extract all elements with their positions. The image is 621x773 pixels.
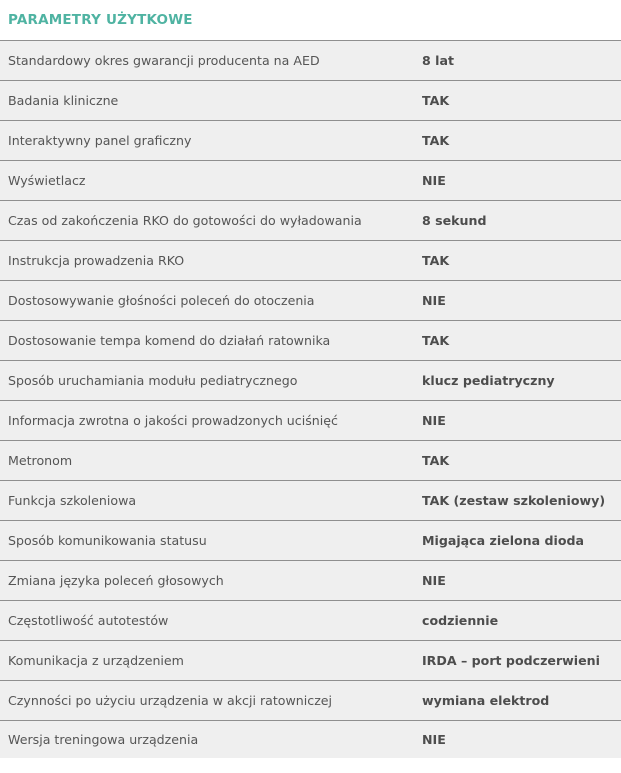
row-label: Częstotliwość autotestów — [8, 613, 169, 628]
row-label: Wyświetlacz — [8, 173, 86, 188]
row-value: NIE — [422, 413, 446, 428]
row-label: Badania kliniczne — [8, 93, 119, 108]
row-value: NIE — [422, 293, 446, 308]
table-row — [0, 441, 621, 481]
row-label: Komunikacja z urządzeniem — [8, 653, 184, 668]
table-row — [0, 281, 621, 321]
row-value: NIE — [422, 732, 446, 747]
row-value: klucz pediatryczny — [422, 373, 555, 388]
row-label: Informacja zwrotna o jakości prowadzonych uciśnięć — [8, 413, 338, 428]
table-row — [0, 561, 621, 601]
row-label: Metronom — [8, 453, 73, 468]
row-value: TAK — [422, 93, 450, 108]
row-label: Czas od zakończenia RKO do gotowości do wyładowania — [8, 213, 362, 228]
table-row — [0, 81, 621, 121]
table-row — [0, 601, 621, 641]
table-row — [0, 681, 621, 721]
table-row — [0, 321, 621, 361]
row-value: NIE — [422, 173, 446, 188]
table-row — [0, 721, 621, 758]
row-value: IRDA – port podczerwieni — [422, 653, 600, 668]
section-title: PARAMETRY UŻYTKOWE — [0, 0, 621, 40]
row-label: Dostosowanie tempa komend do działań ratownika — [8, 333, 331, 348]
row-label: Sposób uruchamiania modułu pediatrycznego — [8, 373, 298, 388]
row-label: Standardowy okres gwarancji producenta na AED — [8, 53, 320, 68]
table-row — [0, 401, 621, 441]
row-value: codziennie — [422, 613, 499, 628]
table-row — [0, 641, 621, 681]
row-value: TAK — [422, 133, 450, 148]
row-value: 8 sekund — [422, 213, 487, 228]
row-value: TAK — [422, 453, 450, 468]
row-label: Sposób komunikowania statusu — [8, 533, 207, 548]
parameters-table — [0, 40, 621, 758]
table-row — [0, 481, 621, 521]
row-value: TAK (zestaw szkoleniowy) — [422, 493, 606, 508]
table-row — [0, 241, 621, 281]
row-value: 8 lat — [422, 53, 454, 68]
row-label: Zmiana języka poleceń głosowych — [8, 573, 224, 588]
row-label: Czynności po użyciu urządzenia w akcji ratowniczej — [8, 693, 333, 708]
table-row — [0, 161, 621, 201]
row-label: Wersja treningowa urządzenia — [8, 732, 199, 747]
row-label: Funkcja szkoleniowa — [8, 493, 137, 508]
row-value: TAK — [422, 253, 450, 268]
table-row — [0, 201, 621, 241]
row-label: Dostosowywanie głośności poleceń do otoczenia — [8, 293, 315, 308]
row-label: Instrukcja prowadzenia RKO — [8, 253, 185, 268]
row-value: wymiana elektrod — [422, 693, 550, 708]
row-label: Interaktywny panel graficzny — [8, 133, 192, 148]
row-value: Migająca zielona dioda — [422, 533, 585, 548]
table-row — [0, 121, 621, 161]
row-value: TAK — [422, 333, 450, 348]
table-row — [0, 41, 621, 81]
table-row — [0, 361, 621, 401]
table-row — [0, 521, 621, 561]
row-value: NIE — [422, 573, 446, 588]
